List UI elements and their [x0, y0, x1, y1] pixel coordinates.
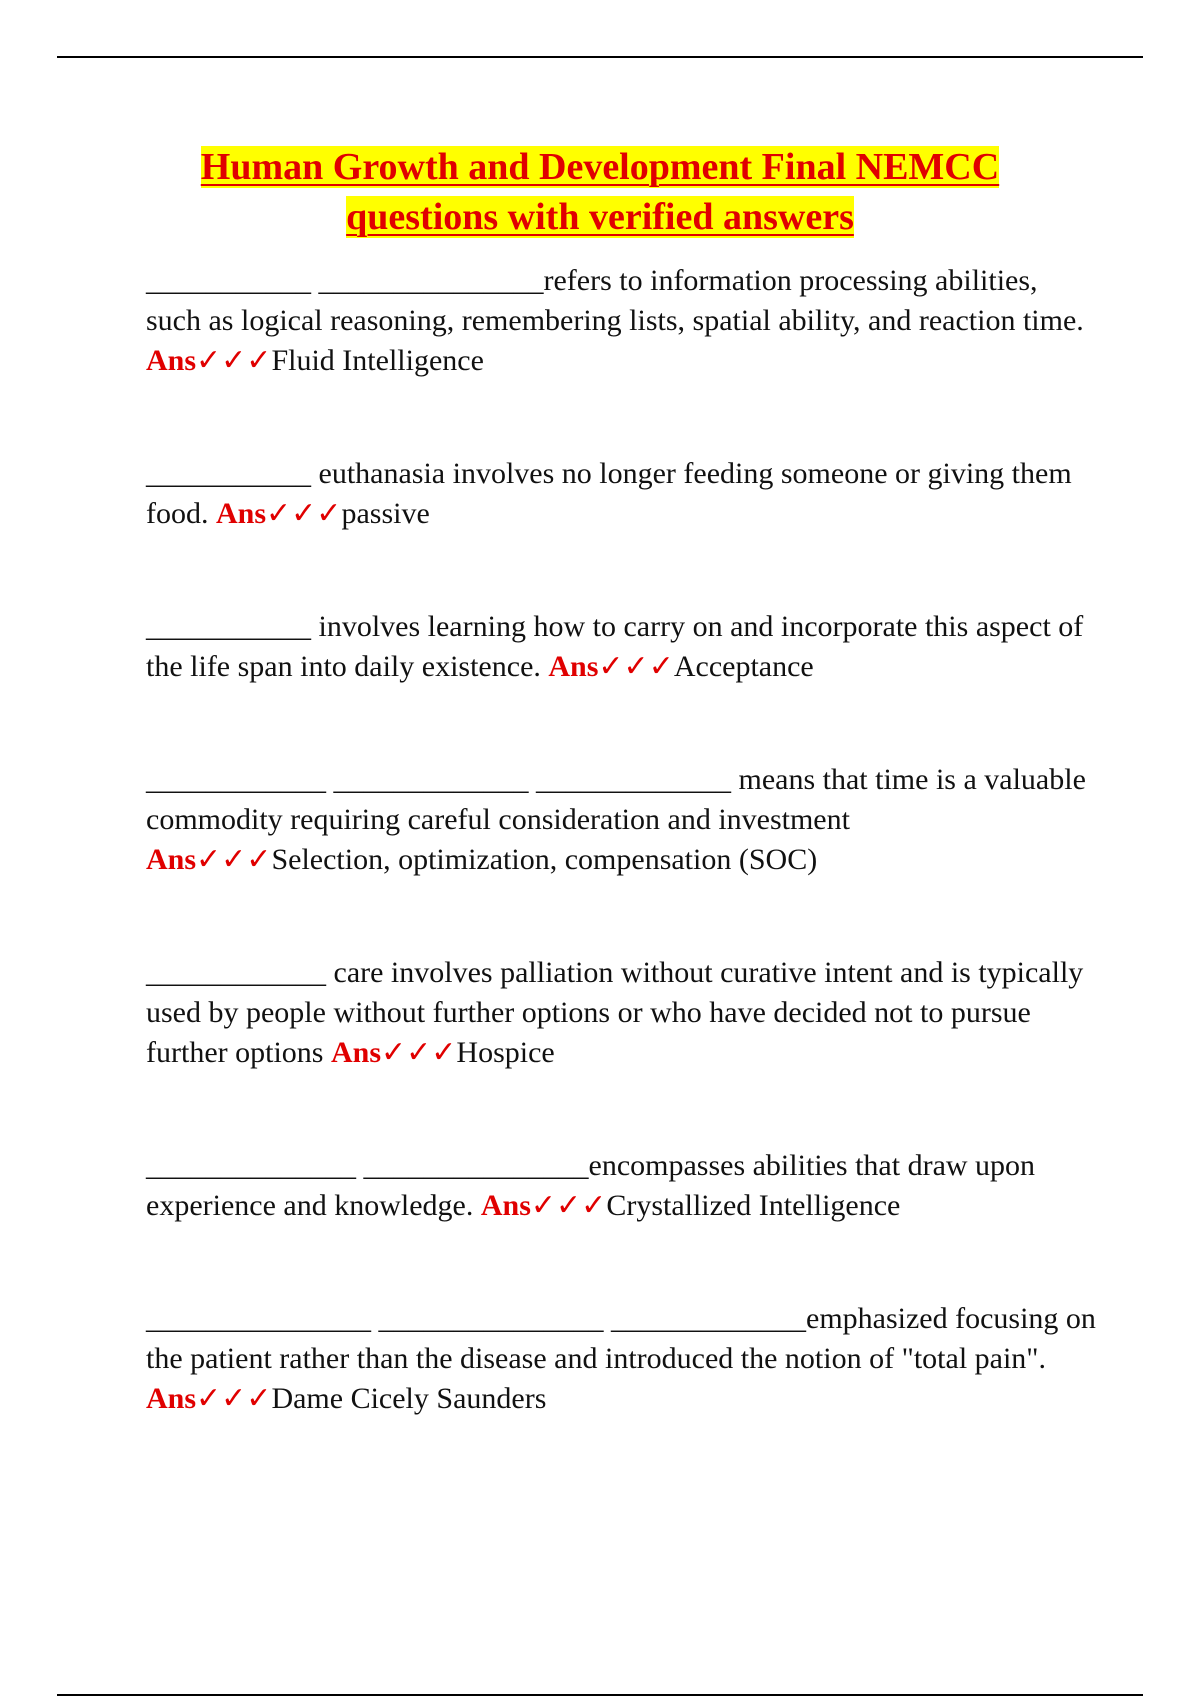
answer-text: Hospice	[456, 1036, 555, 1069]
checkmark-icon: ✓✓✓	[266, 497, 342, 530]
checkmark-icon: ✓✓✓	[598, 650, 674, 683]
question-text: _______________ _______________ _____________emphasized focusing on the patient rather than the disease and introduced the notion of "total pain".	[146, 1302, 1096, 1375]
answer-text: passive	[341, 497, 430, 530]
qa-item	[146, 454, 1096, 534]
question-text: ___________ involves learning how to carry on and incorporate this aspect of the life span into daily existence.	[146, 610, 1084, 683]
document-title	[100, 142, 1100, 242]
answer-label: Ans	[480, 1189, 531, 1222]
title-line-1: Human Growth and Development Final NEMCC	[200, 146, 1000, 188]
answer-label: Ans	[146, 1382, 197, 1415]
question-text: ______________ _______________encompasses abilities that draw upon experience and knowledge.	[146, 1149, 1036, 1222]
qa-item	[146, 261, 1096, 381]
answer-text: Dame Cicely Saunders	[271, 1382, 547, 1415]
answer-text: Crystallized Intelligence	[606, 1189, 901, 1222]
qa-item	[146, 1299, 1096, 1419]
answer-label: Ans	[216, 497, 267, 530]
question-text: ____________ care involves palliation without curative intent and is typically used by people without further options or who have decided not to pursue further options	[146, 956, 1084, 1069]
qa-item	[146, 607, 1096, 687]
checkmark-icon: ✓✓✓	[530, 1189, 607, 1222]
answer-label: Ans	[548, 650, 599, 683]
checkmark-icon: ✓✓✓	[196, 344, 272, 377]
question-text: ___________ _______________refers to information processing abilities, such as logical reasoning, remembering lists, spatial ability, and reaction time.	[146, 264, 1084, 337]
question-text: ___________ euthanasia involves no longer feeding someone or giving them food.	[146, 457, 1072, 530]
answer-label: Ans	[330, 1036, 381, 1069]
answer-label: Ans	[146, 843, 197, 876]
answer-text: Selection, optimization, compensation (SOC)	[271, 843, 818, 876]
answer-text: Acceptance	[673, 650, 814, 683]
answer-text: Fluid Intelligence	[271, 344, 484, 377]
checkmark-icon: ✓✓✓	[381, 1036, 457, 1069]
question-text: ____________ _____________ _____________ means that time is a valuable commodity requiring careful consideration and investment	[146, 763, 1086, 836]
bottom-rule	[57, 1694, 1143, 1696]
qa-item	[146, 1146, 1096, 1226]
qa-list	[146, 261, 1096, 1419]
top-rule	[57, 56, 1143, 58]
checkmark-icon: ✓✓✓	[196, 843, 272, 876]
answer-label: Ans	[146, 344, 197, 377]
qa-item	[146, 953, 1096, 1073]
checkmark-icon: ✓✓✓	[196, 1382, 272, 1415]
qa-item	[146, 760, 1096, 880]
title-line-2: questions with verified answers	[346, 196, 854, 238]
